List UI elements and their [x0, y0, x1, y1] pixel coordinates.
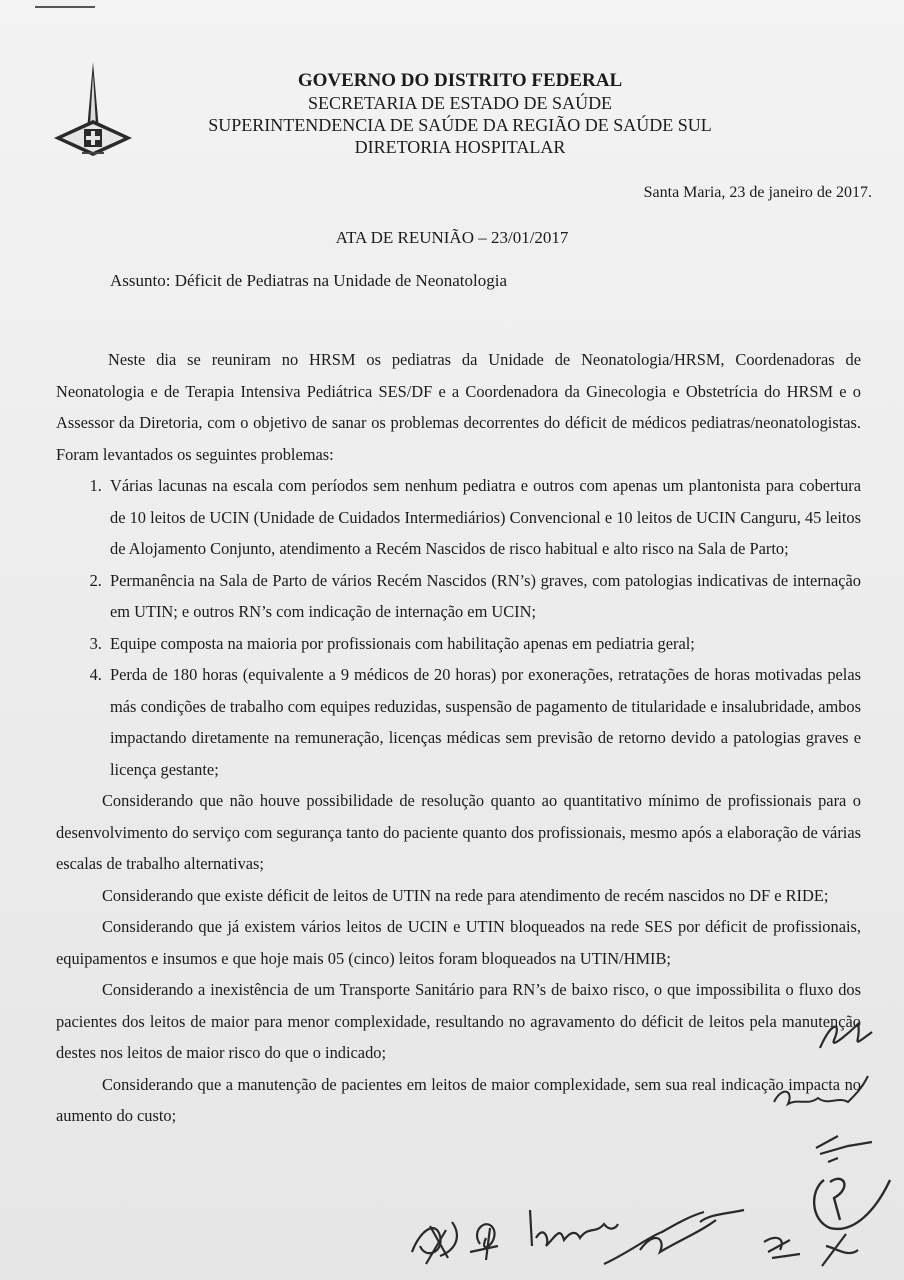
header-line-4: DIRETORIA HOSPITALAR: [354, 137, 566, 157]
header-line-2: SECRETARIA DE ESTADO DE SAÚDE: [307, 93, 613, 113]
consideration-paragraph: Considerando que existe déficit de leitos de UTIN na rede para atendimento de recém nascidos no DF e RIDE;: [102, 885, 829, 905]
consideration-paragraph: Considerando que não houve possibilidade de resolução quanto ao quantitativo mínimo de profissionais para o desenvolvimento do serviço com segurança tanto do paciente quanto dos profissionais, mesmo após a elaboração de várias escalas de trabalho alternativas;: [56, 791, 861, 873]
margin-initials-icon: [812, 1010, 882, 1060]
document-title: ATA DE REUNIÃO – 23/01/2017: [335, 228, 569, 247]
document-body: [56, 344, 861, 1132]
letterhead: [150, 70, 770, 158]
gdf-emblem-icon: [52, 60, 134, 160]
subject-line: Assunto: Déficit de Pediatras na Unidade de Neonatologia: [110, 271, 508, 290]
problem-item: 2. Permanência na Sala de Parto de vários Recém Nascidos (RN’s) graves, com patologias indicativas de internação em UTIN; e outros RN’s com indicação de internação em UCIN;: [106, 565, 861, 628]
problem-item: 3. Equipe composta na maioria por profissionais com habilitação apenas em pediatria geral;: [106, 628, 861, 660]
header-line-3: SUPERINTENDENCIA DE SAÚDE DA REGIÃO DE SAÚDE SUL: [208, 115, 712, 135]
consideration-paragraph: Considerando que a manutenção de pacientes em leitos de maior complexidade, sem sua real indicação impacta no aumento do custo;: [56, 1074, 861, 1125]
signatures-row: [0, 1180, 904, 1280]
consideration-paragraph: Considerando que já existem vários leitos de UCIN e UTIN bloqueados na rede SES por déficit de profissionais, equipamentos e insumos e que hoje mais 05 (cinco) leitos foram bloqueados na UTIN/HMIB;: [56, 917, 861, 968]
top-edge-mark: [35, 6, 95, 8]
header-line-1: GOVERNO DO DISTRITO FEDERAL: [297, 70, 623, 91]
consideration-paragraph: Considerando a inexistência de um Transporte Sanitário para RN’s de baixo risco, o que impossibilita o fluxo dos pacientes dos leitos de maior para menor complexidade, resultando no agravamento do déficit de leitos pela manutenção destes nos leitos de maior risco do que o indicado;: [56, 980, 861, 1062]
problem-item: 1. Várias lacunas na escala com períodos sem nenhum pediatra e outros com apenas um plantonista para cobertura de 10 leitos de UCIN (Unidade de Cuidados Intermediários) Convencional e 10 leitos de UCIN Canguru, 45 leitos de Alojamento Conjunto, atendimento a Recém Nascidos de risco habitual e alto risco na Sala de Parto;: [106, 470, 861, 565]
problems-list: [56, 470, 861, 785]
problem-item: 4. Perda de 180 horas (equivalente a 9 médicos de 20 horas) por exonerações, retratações de horas motivadas pelas más condições de trabalho com equipes reduzidas, suspensão de pagamento de titularidade e insalubridade, ambos impactando diretamente na remuneração, licenças médicas sem previsão de retorno devido a patologias graves e licença gestante;: [106, 659, 861, 785]
date-line: Santa Maria, 23 de janeiro de 2017.: [643, 184, 872, 201]
signatures-icon: [0, 1180, 904, 1280]
intro-paragraph: Neste dia se reuniram no HRSM os pediatras da Unidade de Neonatologia/HRSM, Coordenadoras de Neonatologia e de Terapia Intensiva Pediátrica SES/DF e a Coordenadora da Ginecologia e Obstetrícia do HRSM e o Assessor da Diretoria, com o objetivo de sanar os problemas decorrentes do déficit de médicos pediatras/neonatologistas. Foram levantados os seguintes problemas:: [56, 350, 861, 464]
margin-signature-icon: [768, 1072, 878, 1122]
